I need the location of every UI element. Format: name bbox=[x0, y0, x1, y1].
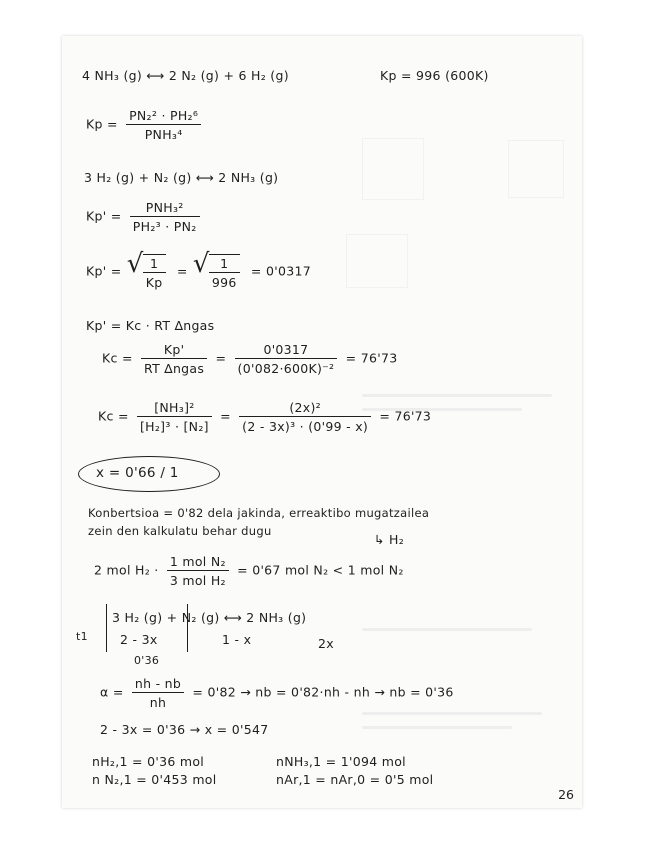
x-final-solution: 2 - 3x = 0'36 → x = 0'547 bbox=[100, 722, 269, 737]
show-through-text bbox=[362, 628, 532, 631]
reaction-ammonia-decomposition: 4 NH₃ (g) ⟷ 2 N₂ (g) + 6 H₂ (g) bbox=[82, 68, 289, 83]
moles-h2: nH₂,1 = 0'36 mol bbox=[92, 754, 205, 769]
limiting-reagent-calculation: 2 mol H₂ · $\frac{\text{1 mol N₂}}{\text{3 mol H₂}}$ = 0'67 mol N₂ < 1 mol N₂ bbox=[94, 554, 404, 588]
kp-prime-expression: Kp' = $\frac{\text{PNH₃²}}{\text{PH₂³ · PN₂}}$ bbox=[86, 200, 204, 234]
ice-table-nh3-amount: 2x bbox=[318, 636, 334, 651]
show-through-box bbox=[508, 140, 564, 198]
moles-nh3: nNH₃,1 = 1'094 mol bbox=[276, 754, 406, 769]
moles-n2: n N₂,1 = 0'453 mol bbox=[92, 772, 217, 787]
conversion-alpha-equation: α = $\frac{nh - nb}{nh}$ = 0'82 → nb = 0'82·nh - nh → nb = 0'36 bbox=[100, 676, 454, 710]
kp-fraction: $\frac{\text{PN₂² · PH₂⁶}}{\text{PNH₃⁴}}$ bbox=[126, 108, 201, 142]
ice-table-n2-amount: 1 - x bbox=[222, 632, 252, 647]
kp-prime-sqrt-calculation: Kp' = √ $\frac{1}{Kp}$ = √ $\frac{1}{996}$ = 0'0317 bbox=[86, 254, 311, 290]
kc-concentration-equation: Kc = $\frac{\text{[NH₃]²}}{\text{[H₂]³ · [N₂]}}$ = $\frac{\text{(2x)²}}{\text{(2 - 3x)³ · (0'99 - x)}}$ = 76'73 bbox=[98, 400, 432, 434]
show-through-text bbox=[362, 394, 552, 397]
ice-table-h2-amount: 2 - 3x bbox=[120, 632, 158, 647]
page-number: 26 bbox=[558, 787, 574, 802]
ice-table-time-label: t1 bbox=[76, 630, 88, 643]
show-through-text bbox=[362, 726, 512, 729]
conversion-note-line1: Konbertsioa = 0'82 dela jakinda, erreaktibo mugatzailea bbox=[88, 506, 430, 520]
show-through-box bbox=[346, 234, 408, 288]
conversion-note-line2: zein den kalkulatu behar dugu bbox=[88, 524, 272, 538]
kc-calculation: Kc = $\frac{Kp'}{\text{RT ∆ngas}}$ = $\frac{0'0317}{\text{(0'082·600K)⁻²}}$ = 76'73 bbox=[102, 342, 398, 376]
kp-prime-fraction: $\frac{\text{PNH₃²}}{\text{PH₂³ · PN₂}}$ bbox=[130, 200, 200, 234]
show-through-box bbox=[362, 138, 424, 200]
limiting-reagent-h2: ↳ H₂ bbox=[374, 532, 405, 547]
sqrt-one-over-996: √ $\frac{1}{996}$ bbox=[195, 254, 244, 290]
moles-ar: nAr,1 = nAr,0 = 0'5 mol bbox=[276, 772, 434, 787]
sqrt-one-over-kp: √ $\frac{1}{Kp}$ bbox=[129, 254, 170, 290]
show-through-text bbox=[362, 712, 542, 715]
kp-kc-relation: Kp' = Kc · RT ∆ngas bbox=[86, 318, 215, 333]
ice-table-reaction: 3 H₂ (g) + N₂ (g) ⟷ 2 NH₃ (g) bbox=[112, 610, 307, 625]
notebook-page bbox=[62, 36, 582, 808]
ice-table-h2-value: 0'36 bbox=[134, 654, 160, 667]
reaction-ammonia-synthesis: 3 H₂ (g) + N₂ (g) ⟷ 2 NH₃ (g) bbox=[84, 170, 279, 185]
kp-expression: Kp = $\frac{\text{PN₂² · PH₂⁶}}{\text{PNH₃⁴}}$ bbox=[86, 108, 205, 142]
kp-value: Kp = 996 (600K) bbox=[380, 68, 489, 83]
x-solution: x = 0'66 / 1 bbox=[96, 465, 179, 481]
